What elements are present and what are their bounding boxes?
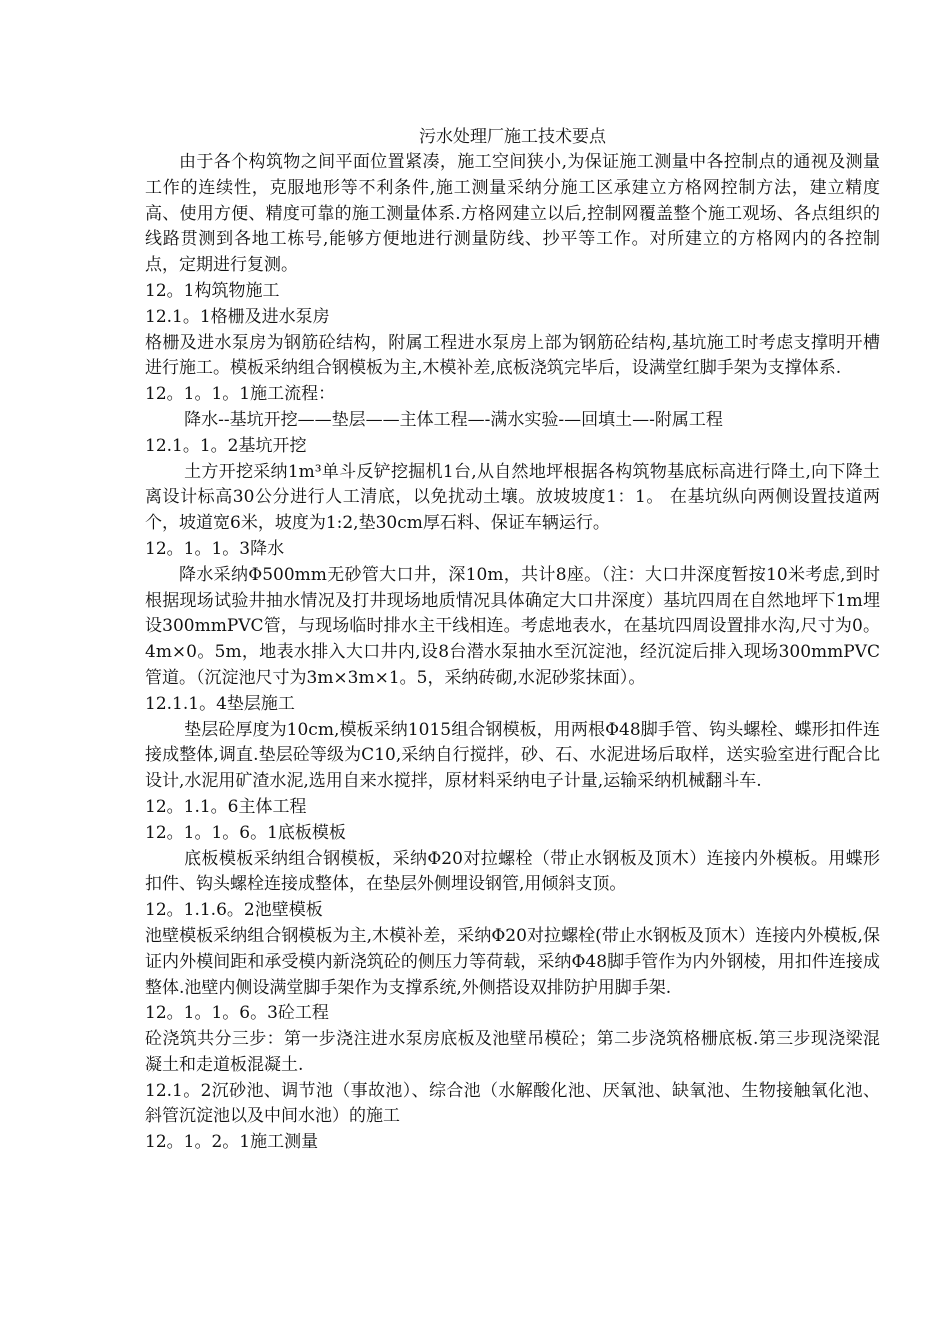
section-heading-12-1-1: 12.1。1格栅及进水泵房 [145,306,330,327]
section-heading-12-1-1-2: 12.1。1。2基坑开挖 [145,435,307,456]
intro-paragraph: 由于各个构筑物之间平面位置紧凑，施工空间狭小,为保证施工测量中各控制点的通视及测量工作的连续性，克服地形等不利条件,施工测量采纳分施工区承建立方格网控制方法，建立精度高、使用方便、精度可靠的施工测量体系.方格网建立以后,控制网覆盖整个施工观场、各点组织的线路贯测到各地工栋号,能够方便地进行测量防线、抄平等工作。对所建立的方格网内的各控制点，定期进行复测。 [145,152,880,276]
section-heading-12-1-2-1: 12。1。2。1施工测量 [145,1132,319,1153]
document-title: 污水处理厂施工技术要点 [419,127,606,147]
section-heading-12-1-1-6: 12。1.1。6主体工程 [145,796,307,817]
section-heading-12-1-1-3: 12。1。1。3降水 [145,538,285,559]
section-heading-12-1-1-6-3: 12。1。1。6。3砼工程 [145,1003,329,1024]
section-heading-12-1-1-1: 12。1。1。1施工流程： [145,384,336,405]
section-heading-12-1-2: 12.1。2沉砂池、调节池（事故池）、综合池（水解酸化池、厌氧池、缺氧池、生物接触氧化池、斜管沉淀池以及中间水池）的施工 [145,1080,880,1127]
section-heading-12-1-1-6-1: 12。1。1。6。1底板模板 [145,822,346,843]
paragraph-12-1-1-3: 降水采纳Φ500mm无砂管大口井，深10m，共计8座。（注：大口井深度暂按10米考虑,到时根据现场试验井抽水情况及打井现场地质情况具体确定大口井深度）基坑四周在自然地坪下1m埋设300mmPVC管，与现场临时排水主干线相连。考虑地表水，在基坑四周设置排水沟,尺寸为0。4m×0。5m，地表水排入大口井内,设8台潜水泵抽水至沉淀池，经沉淀后排入现场300mmPVC管道。（沉淀池尺寸为3m×3m×1。5，采纳砖砌,水泥砂浆抹面）。 [145,564,880,688]
paragraph-12-1-1-2: 土方开挖采纳1m³单斗反铲挖掘机1台,从自然地坪根据各构筑物基底标高进行降土,向下降土离设计标高30公分进行人工清底，以免扰动土壤。放坡坡度1：1。 在基坑纵向两侧设置技道两个，坡道宽6米，坡度为1:2,垫30cm厚石料、保证车辆运行。 [145,461,880,534]
construction-flow-line: 降水--基坑开挖——垫层——主体工程—-满水实验-—回填土—-附属工程 [184,409,723,430]
paragraph-12-1-1-6-2: 池壁模板采纳组合钢模板为主,木模补差，采纳Φ20对拉螺栓(带止水钢板及顶木）连接内外模板,保证内外模间距和承受模内新浇筑砼的侧压力等荷载，采纳Φ48脚手管作为内外钢棱，用扣件连接成整体.池壁内侧设满堂脚手架作为支撑系统,外侧搭设双排防护用脚手架. [145,925,880,998]
document-body [145,124,880,1156]
section-heading-12-1-1-4: 12.1.1。4垫层施工 [145,693,295,714]
section-heading-12-1-1-6-2: 12。1.1.6。2池壁模板 [145,900,323,921]
paragraph-12-1-1-4: 垫层砼厚度为10cm,模板采纳1015组合钢模板，用两根Φ48脚手管、钩头螺栓、蝶形扣件连接成整体,调直.垫层砼等级为C10,采纳自行搅拌，砂、石、水泥进场后取样，送实验室进行配合比设计,水泥用矿渣水泥,选用自来水搅拌，原材料采纳电子计量,运输采纳机械翻斗车. [145,719,880,792]
paragraph-12-1-1: 格栅及进水泵房为钢筋砼结构，附属工程进水泵房上部为钢筋砼结构,基坑施工时考虑支撑明开槽进行施工。模板采纳组合钢模板为主,木模补差,底板浇筑完毕后，设满堂红脚手架为支撑体系. [145,332,880,379]
paragraph-12-1-1-6-3: 砼浇筑共分三步：第一步浇注进水泵房底板及池壁吊模砼；第二步浇筑格栅底板.第三步现浇梁混凝土和走道板混凝土. [145,1029,880,1075]
section-heading-12-1: 12。1构筑物施工 [145,280,280,301]
paragraph-12-1-1-6-1: 底板模板采纳组合钢模板，采纳Φ20对拉螺栓（带止水钢板及顶木）连接内外模板。用蝶形扣件、钩头螺栓连接成整体，在垫层外侧埋设钢管,用倾斜支顶。 [145,848,880,895]
